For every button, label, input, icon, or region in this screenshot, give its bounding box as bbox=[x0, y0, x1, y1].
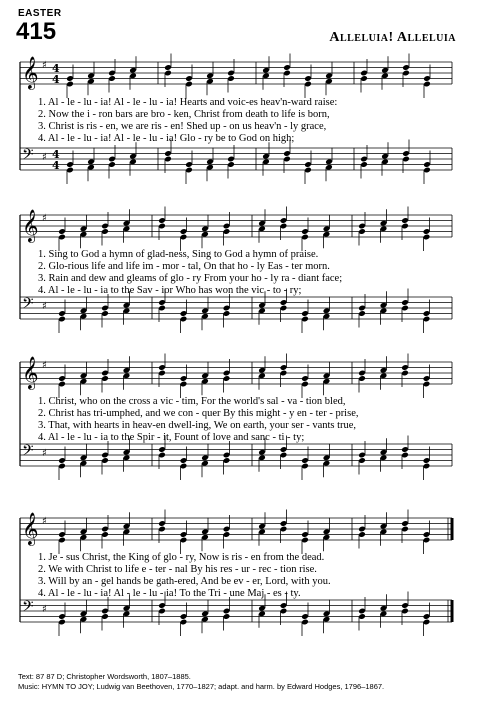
section-label: EASTER bbox=[18, 8, 62, 19]
verse-line: 2. Glo-rious life and life im - mor - tal, On that ho - ly Eas - ter morn. bbox=[38, 261, 330, 272]
verse-line: 3. Christ is ris - en, we are ris - en! Shed up - on us heav'n - ly grace, bbox=[38, 121, 327, 132]
sharp-icon: ♯ bbox=[42, 301, 47, 312]
bass-clef-icon: 𝄢 bbox=[22, 146, 34, 167]
treble-clef-icon: 𝄞 bbox=[22, 512, 39, 545]
verse-line: 3. Will by an - gel hands be gath-ered, And be ev - er, Lord, with you. bbox=[38, 576, 331, 587]
sharp-icon: ♯ bbox=[42, 448, 47, 459]
verse-line: 4. Al - le - lu - ia to the Sav - ior Who has won the vic - to - ry; bbox=[38, 285, 302, 296]
bass-clef-icon: 𝄢 bbox=[22, 598, 34, 619]
music-system-1 bbox=[0, 52, 480, 188]
music-system-2 bbox=[0, 205, 480, 335]
hymn-title: Alleluia! Alleluia bbox=[329, 30, 456, 45]
treble-clef-icon: 𝄞 bbox=[22, 209, 39, 242]
credits-footer bbox=[18, 672, 384, 692]
verse-line: 3. That, with hearts in heav-en dwell-ing, We on earth, your ser - vants true, bbox=[38, 420, 357, 431]
sharp-icon: ♯ bbox=[42, 213, 47, 224]
music-credit: Music: HYMN TO JOY; Ludwig van Beethoven, 1770–1827; adapt. and harm. by Edward Hodges, 1796–1867. bbox=[18, 682, 385, 691]
time-signature-top: 4 bbox=[52, 62, 60, 75]
music-system-4 bbox=[0, 508, 480, 638]
treble-clef-icon: 𝄞 bbox=[22, 56, 39, 89]
sharp-icon: ♯ bbox=[42, 360, 47, 371]
treble-clef-icon: 𝄞 bbox=[22, 356, 39, 389]
time-signature-bottom: 4 bbox=[52, 159, 60, 172]
verse-line: 2. We with Christ to life e - ter - nal By his res - ur - rec - tion rise. bbox=[38, 564, 317, 575]
music-system-3 bbox=[0, 352, 480, 482]
hymn-number: 415 bbox=[16, 18, 57, 45]
sharp-icon: ♯ bbox=[42, 60, 47, 71]
verse-line: 1. Sing to God a hymn of glad-ness, Sing to God a hymn of praise. bbox=[38, 249, 319, 260]
bass-clef-icon: 𝄢 bbox=[22, 442, 34, 463]
verse-line: 4. Al - le - lu - ia to the Spir - it, Fount of love and sanc - ti - ty; bbox=[38, 432, 305, 443]
verse-line: 2. Christ has tri-umphed, and we con - quer By this might - y en - ter - prise, bbox=[38, 408, 359, 419]
verse-line: 4. Al - le - lu - ia! Al - le - lu - ia! Glo - ry be to God on high; bbox=[38, 133, 295, 144]
bass-clef-icon: 𝄢 bbox=[22, 295, 34, 316]
time-signature-bottom: 4 bbox=[52, 73, 60, 86]
verse-line: 4. Al - le - lu - ia! Al - le - lu - ia! To the Tri - une Maj - es - ty. bbox=[38, 588, 301, 599]
verse-line: 2. Now the i - ron bars are bro - ken, Christ from death to life is born, bbox=[38, 109, 330, 120]
verse-line: 3. Rain and dew and gleams of glo - ry From your ho - ly ra - diant face; bbox=[38, 273, 343, 284]
time-signature-top: 4 bbox=[52, 148, 60, 161]
verse-line: 1. Je - sus Christ, the King of glo - ry, Now is ris - en from the dead. bbox=[38, 552, 325, 563]
sharp-icon: ♯ bbox=[42, 516, 47, 527]
text-credit: Text: 87 87 D; Christopher Wordsworth, 1807–1885. bbox=[18, 672, 191, 681]
sharp-icon: ♯ bbox=[42, 604, 47, 615]
verse-line: 1. Christ, who on the cross a vic - tim, For the world's sal - va - tion bled, bbox=[38, 396, 346, 407]
sharp-icon: ♯ bbox=[42, 152, 47, 163]
verse-line: 1. Al - le - lu - ia! Al - le - lu - ia! Hearts and voic-es heav'n-ward raise: bbox=[38, 97, 338, 108]
